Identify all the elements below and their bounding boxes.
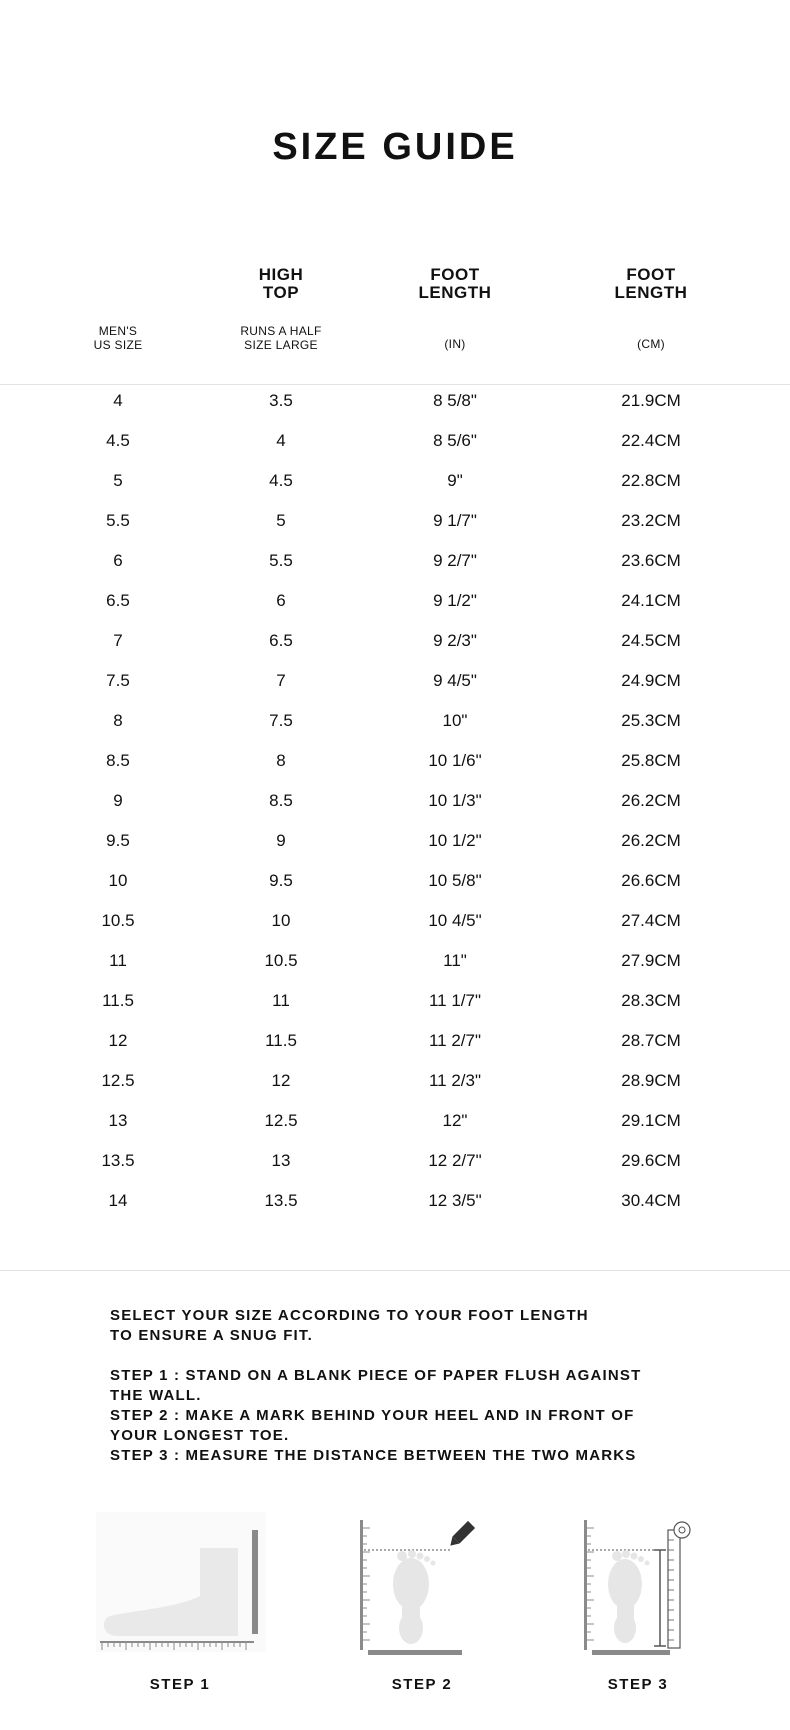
cell-foot-length-cm: 28.9CM (621, 1071, 681, 1090)
cell-us-size: 12 (108, 1031, 128, 1050)
instruction-step-1: STEP 1 : STAND ON A BLANK PIECE OF PAPER FLUSH AGAINST (110, 1367, 642, 1384)
instructions-intro-line: SELECT YOUR SIZE ACCORDING TO YOUR FOOT LENGTH (110, 1307, 589, 1324)
cell-high-top: 11.5 (265, 1031, 297, 1050)
cell-foot-length-in: 8 5/8" (433, 391, 477, 410)
cell-us-size: 8.5 (106, 751, 130, 770)
cell-high-top: 7.5 (269, 711, 293, 730)
instructions-intro-line: TO ENSURE A SNUG FIT. (110, 1327, 313, 1344)
cell-high-top: 11 (272, 991, 290, 1010)
header-high-top: HIGH TOP (258, 265, 304, 302)
cell-high-top: 5 (276, 511, 286, 530)
footprint-tape-measure-icon (580, 1518, 700, 1658)
cell-high-top: 5.5 (269, 551, 293, 570)
cell-high-top: 6.5 (269, 631, 293, 650)
cell-foot-length-cm: 28.7CM (621, 1031, 681, 1050)
cell-us-size: 11 (109, 951, 127, 970)
cell-high-top: 12.5 (264, 1111, 298, 1130)
cell-foot-length-in: 12 2/7" (428, 1151, 482, 1170)
cell-foot-length-in: 10" (442, 711, 468, 730)
cell-us-size: 5.5 (106, 511, 130, 530)
cell-foot-length-cm: 29.6CM (621, 1151, 681, 1170)
cell-foot-length-in: 11" (443, 951, 467, 970)
cell-high-top: 13.5 (264, 1191, 298, 1210)
cell-foot-length-cm: 28.3CM (621, 991, 681, 1010)
cell-foot-length-cm: 24.5CM (621, 631, 681, 650)
cell-foot-length-in: 12" (442, 1111, 468, 1130)
cell-us-size: 4.5 (106, 431, 130, 450)
cell-us-size: 8 (113, 711, 123, 730)
cell-high-top: 8.5 (269, 791, 293, 810)
footprint-pencil-mark-icon (356, 1518, 486, 1658)
cell-foot-length-in: 9 4/5" (433, 671, 477, 690)
cell-foot-length-in: 10 1/2" (428, 831, 482, 850)
cell-foot-length-in: 9 2/3" (433, 631, 477, 650)
cell-foot-length-in: 9" (447, 471, 463, 490)
cell-foot-length-in: 10 4/5" (428, 911, 482, 930)
cell-foot-length-in: 11 2/7" (428, 1031, 482, 1050)
cell-us-size: 11.5 (102, 991, 134, 1010)
instruction-step-3: STEP 3 : MEASURE THE DISTANCE BETWEEN THE TWO MARKS (110, 1447, 637, 1464)
cell-foot-length-cm: 21.9CM (621, 391, 681, 410)
cell-high-top: 12 (271, 1071, 291, 1090)
cell-us-size: 10 (108, 871, 128, 890)
cell-foot-length-cm: 26.2CM (621, 791, 681, 810)
header-foot-length-cm: FOOT LENGTH (614, 265, 688, 302)
cell-foot-length-cm: 24.1CM (621, 591, 681, 610)
cell-foot-length-cm: 26.2CM (621, 831, 681, 850)
cell-high-top: 9 (276, 831, 286, 850)
cell-foot-length-cm: 25.8CM (621, 751, 681, 770)
cell-high-top: 13 (271, 1151, 291, 1170)
cell-foot-length-cm: 22.4CM (621, 431, 681, 450)
cell-foot-length-cm: 27.4CM (621, 911, 681, 930)
instruction-step-2-cont: YOUR LONGEST TOE. (110, 1427, 290, 1444)
cell-high-top: 10 (271, 911, 291, 930)
cell-us-size: 14 (108, 1191, 128, 1210)
cell-foot-length-cm: 30.4CM (621, 1191, 681, 1210)
header-unit-cm: (CM) (637, 337, 665, 351)
cell-us-size: 4 (113, 391, 123, 410)
table-bottom-divider (0, 1270, 790, 1271)
cell-us-size: 9 (113, 791, 123, 810)
cell-foot-length-cm: 23.2CM (621, 511, 681, 530)
cell-us-size: 9.5 (106, 831, 130, 850)
cell-us-size: 7.5 (106, 671, 130, 690)
cell-foot-length-in: 9 1/2" (433, 591, 477, 610)
instruction-step-2: STEP 2 : MAKE A MARK BEHIND YOUR HEEL AND IN FRONT OF (110, 1407, 635, 1424)
cell-foot-length-cm: 29.1CM (621, 1111, 681, 1130)
foot-side-against-wall-icon (96, 1512, 266, 1652)
cell-high-top: 3.5 (269, 391, 293, 410)
cell-foot-length-cm: 26.6CM (621, 871, 681, 890)
cell-high-top: 8 (276, 751, 286, 770)
cell-us-size: 6.5 (106, 591, 130, 610)
cell-us-size: 12.5 (101, 1071, 135, 1090)
cell-foot-length-in: 9 1/7" (433, 511, 477, 530)
cell-foot-length-cm: 22.8CM (621, 471, 681, 490)
step-1-label: STEP 1 (149, 1676, 211, 1693)
cell-us-size: 6 (113, 551, 123, 570)
cell-high-top: 7 (276, 671, 286, 690)
cell-foot-length-in: 10 1/3" (428, 791, 482, 810)
instruction-step-1-cont: THE WALL. (110, 1387, 202, 1404)
size-table-body (0, 391, 790, 1241)
cell-foot-length-in: 10 1/6" (428, 751, 482, 770)
header-high-top-note: RUNS A HALF SIZE LARGE (240, 324, 322, 352)
cell-foot-length-in: 12 3/5" (428, 1191, 482, 1210)
step-2-label: STEP 2 (391, 1676, 453, 1693)
table-row (0, 1191, 790, 1241)
cell-us-size: 13.5 (101, 1151, 135, 1170)
cell-foot-length-in: 11 1/7" (428, 991, 482, 1010)
cell-high-top: 6 (276, 591, 286, 610)
cell-foot-length-in: 8 5/6" (433, 431, 477, 450)
measuring-instructions (110, 1306, 710, 1466)
header-foot-length-in: FOOT LENGTH (418, 265, 492, 302)
header-unit-in: (IN) (444, 337, 466, 351)
cell-foot-length-cm: 24.9CM (621, 671, 681, 690)
cell-high-top: 10.5 (264, 951, 298, 970)
cell-foot-length-in: 9 2/7" (433, 551, 477, 570)
cell-foot-length-cm: 23.6CM (621, 551, 681, 570)
cell-high-top: 4 (276, 431, 286, 450)
cell-us-size: 7 (113, 631, 123, 650)
cell-foot-length-cm: 27.9CM (621, 951, 681, 970)
cell-us-size: 5 (113, 471, 123, 490)
cell-foot-length-in: 11 2/3" (428, 1071, 482, 1090)
header-mens-us-size: MEN'S US SIZE (93, 324, 143, 352)
page-title: SIZE GUIDE (272, 126, 518, 168)
cell-us-size: 10.5 (101, 911, 135, 930)
cell-high-top: 4.5 (269, 471, 293, 490)
cell-foot-length-in: 10 5/8" (428, 871, 482, 890)
cell-high-top: 9.5 (269, 871, 293, 890)
cell-us-size: 13 (108, 1111, 128, 1130)
step-3-label: STEP 3 (607, 1676, 669, 1693)
cell-foot-length-cm: 25.3CM (621, 711, 681, 730)
